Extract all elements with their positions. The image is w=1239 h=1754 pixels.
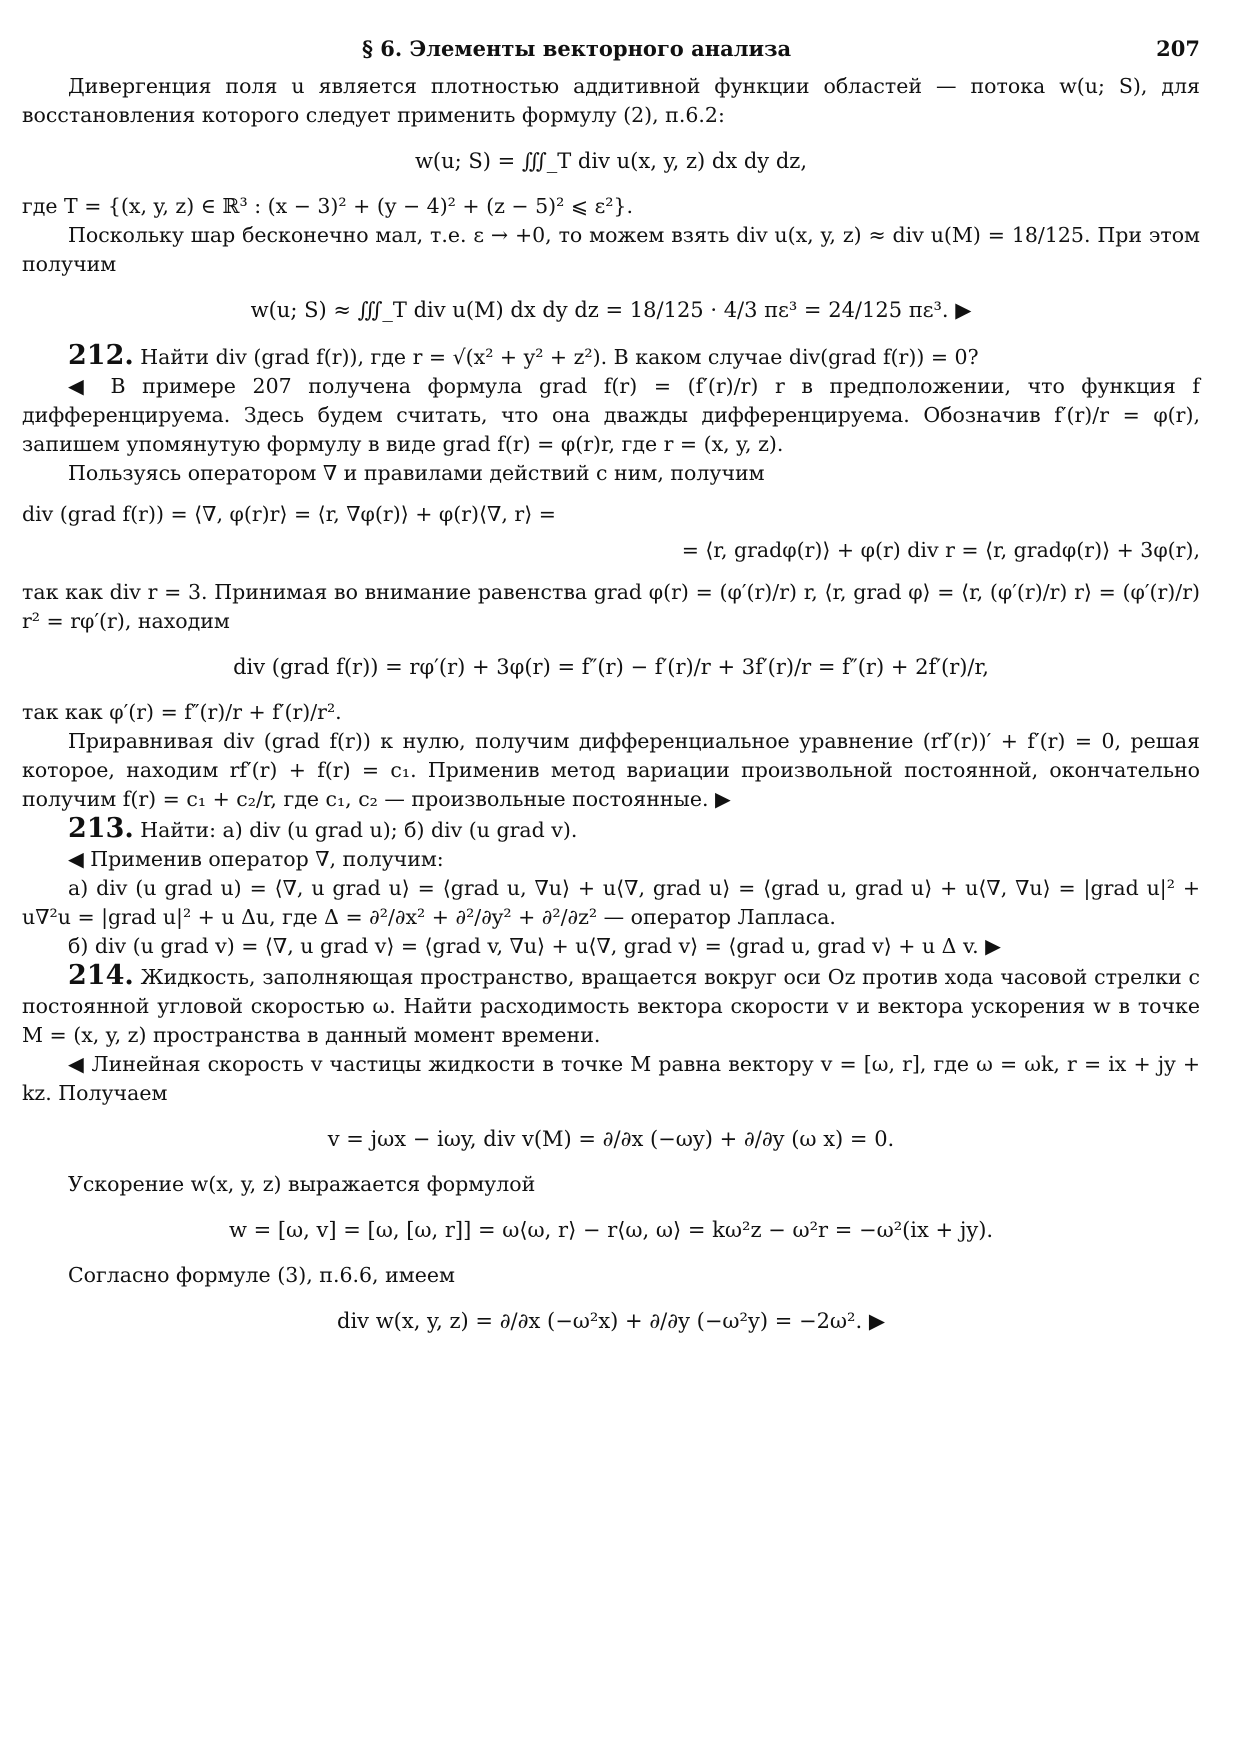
problem-text: Найти: а) div (u grad u); б) div (u grad v). [140, 818, 578, 842]
paragraph: так как div r = 3. Принимая во внимание равенства grad φ(r) = (φ′(r)/r) r, ⟨r, grad φ⟩ = ⟨r, (φ′(r)/r) r⟩ = (φ′(r)/r) r² = rφ′(r), находим [22, 580, 1200, 633]
display-formula: w(u; S) ≈ ∭_T div u(M) dx dy dz = 18/125 · 4/3 πε³ = 24/125 πε³. ▶ [250, 298, 972, 322]
display-formula: w(u; S) = ∭_T div u(x, y, z) dx dy dz, [414, 149, 808, 173]
problem-number: 213. [68, 813, 134, 844]
problem-number: 214. [68, 960, 134, 991]
running-header [22, 30, 1200, 72]
page-number: 207 [1156, 36, 1200, 61]
problem-statement [22, 814, 1200, 845]
problem-statement [22, 961, 1200, 1050]
paragraph: ◀ В примере 207 получена формула grad f(r) = (f′(r)/r) r в предположении, что функция f дифференцируема. Здесь будем считать, что она дважды дифференцируема. Обозначив f′(r)/r = φ(r), запишем упомянутую формулу в виде grad f(r) = φ(r)r, где r = (x, y, z). [22, 374, 1200, 456]
problem-text: Жидкость, заполняющая пространство, вращается вокруг оси Oz против хода часовой стрелки с постоянной угловой скоростью ω. Найти расходимость вектора скорости v и вектора ускорения w в точке M = (x, y, z) пространства в данный момент времени. [22, 965, 1200, 1047]
paragraph: Дивергенция поля u является плотностью аддитивной функции областей — потока w(u; S), для восстановления которого следует применить формулу (2), п.6.2: [22, 74, 1200, 127]
display-formula: div (grad f(r)) = rφ′(r) + 3φ(r) = f″(r) − f′(r)/r + 3f′(r)/r = f″(r) + 2f′(r)/r, [233, 655, 989, 679]
paragraph: ◀ Применив оператор ∇, получим: [68, 847, 444, 871]
paragraph: а) div (u grad u) = ⟨∇, u grad u⟩ = ⟨grad u, ∇u⟩ + u⟨∇, grad u⟩ = ⟨grad u, grad u⟩ + u⟨∇, ∇u⟩ = |grad u|² + u∇²u = |grad u|² + u Δu, где Δ = ∂²/∂x² + ∂²/∂y² + ∂²/∂z² — оператор Лапласа. [22, 876, 1200, 929]
section-title: § 6. Элементы векторного анализа [362, 36, 792, 61]
display-formula: v = jωx − iωy, div v(M) = ∂/∂x (−ωy) + ∂/∂y (ω x) = 0. [327, 1127, 895, 1151]
problem-text: Найти div (grad f(r)), где r = √(x² + y² + z²). В каком случае div(grad f(r)) = 0? [140, 345, 979, 369]
paragraph: ◀ Линейная скорость v частицы жидкости в точке M равна вектору v = [ω, r], где ω = ωk, r = ix + jy + kz. Получаем [22, 1052, 1200, 1105]
paragraph: так как φ′(r) = f″(r)/r + f′(r)/r². [22, 700, 342, 724]
paragraph: Пользуясь оператором ∇ и правилами действий с ним, получим [68, 461, 765, 485]
display-formula: div w(x, y, z) = ∂/∂x (−ω²x) + ∂/∂y (−ω²y) = −2ω². ▶ [337, 1309, 885, 1333]
textbook-page [22, 30, 1200, 1352]
paragraph: б) div (u grad v) = ⟨∇, u grad v⟩ = ⟨grad v, ∇u⟩ + u⟨∇, grad v⟩ = ⟨grad u, grad v⟩ + u Δ v. ▶ [68, 934, 1001, 958]
paragraph: Согласно формуле (3), п.6.6, имеем [68, 1263, 455, 1287]
problem-statement [22, 341, 1200, 372]
display-formula: div (grad f(r)) = ⟨∇, φ(r)r⟩ = ⟨r, ∇φ(r)⟩ + φ(r)⟨∇, r⟩ = [22, 502, 556, 526]
problem-number: 212. [68, 340, 134, 371]
paragraph: Приравнивая div (grad f(r)) к нулю, получим дифференциальное уравнение (rf′(r))′ + f′(r) = 0, решая которое, находим rf′(r) + f(r) = c₁. Применив метод вариации произвольной постоянной, окончательно получим f(r) = c₁ + c₂/r, где c₁, c₂ — произвольные постоянные. ▶ [22, 729, 1200, 811]
paragraph: Поскольку шар бесконечно мал, т.е. ε → +0, то можем взять div u(x, y, z) ≈ div u(M) = 18/125. При этом получим [22, 223, 1200, 276]
paragraph: Ускорение w(x, y, z) выражается формулой [68, 1172, 536, 1196]
paragraph: где T = {(x, y, z) ∈ ℝ³ : (x − 3)² + (y − 4)² + (z − 5)² ⩽ ε²}. [22, 194, 633, 218]
display-formula: w = [ω, v] = [ω, [ω, r]] = ω⟨ω, r⟩ − r⟨ω, ω⟩ = kω²z − ω²r = −ω²(ix + jy). [228, 1218, 994, 1242]
display-formula: = ⟨r, gradφ(r)⟩ + φ(r) div r = ⟨r, gradφ(r)⟩ + 3φ(r), [681, 538, 1200, 562]
